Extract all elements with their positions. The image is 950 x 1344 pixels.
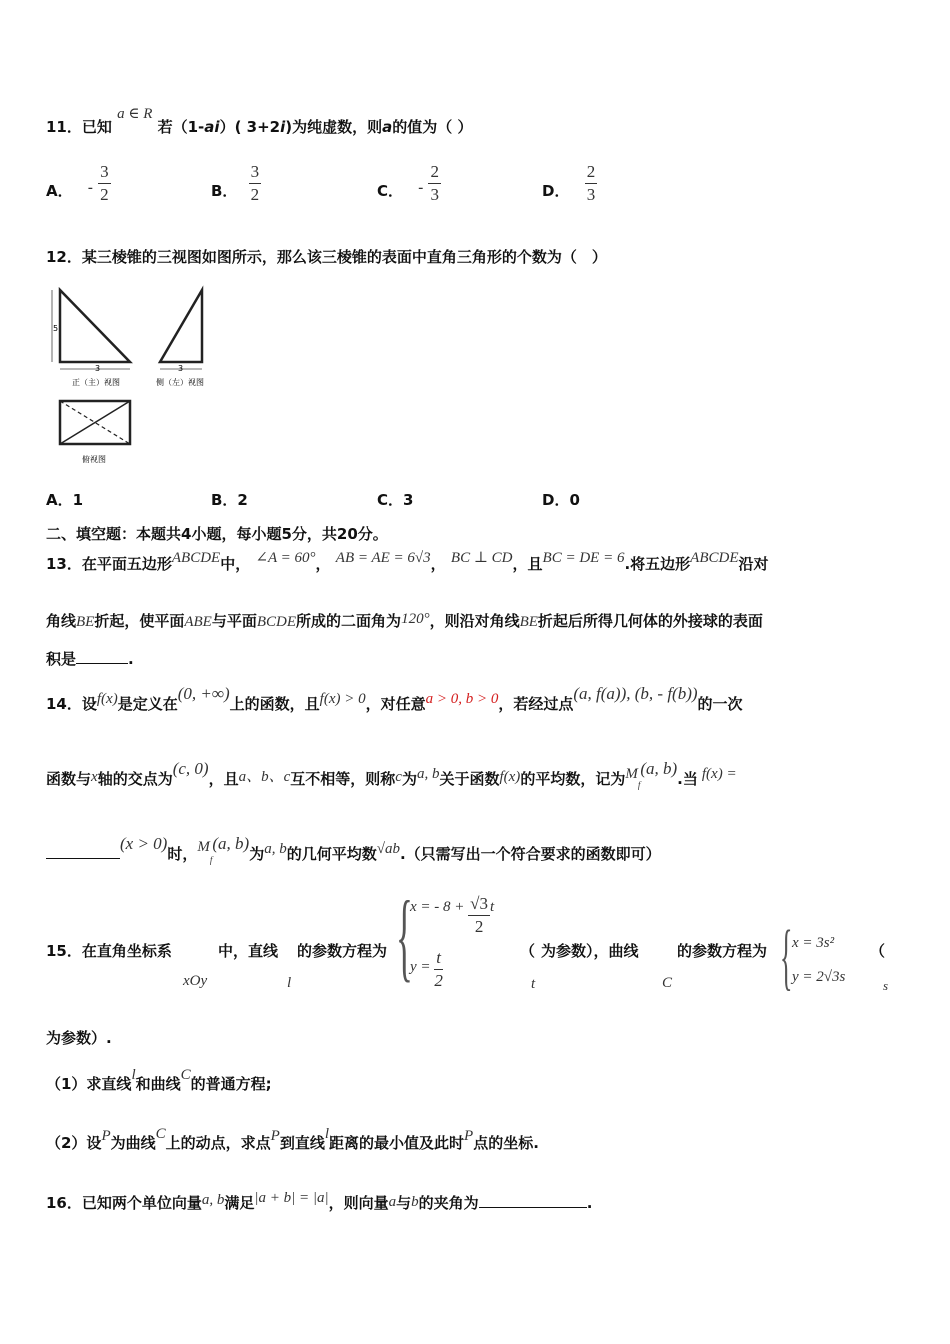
q11-option-b-fraction: $\frac{3}{2}$ (250, 162, 260, 204)
q15-curve-eq1: x = 3s² (792, 935, 835, 951)
top-view-caption: 俯视图 (82, 455, 106, 464)
q11-option-b: B． $\frac{3}{2}$ (211, 162, 260, 204)
q15-stem-1: 15．在直角坐标系 (46, 942, 172, 960)
q12-option-c: C．3 (377, 491, 414, 509)
q16-stem: 16．已知两个单位向量a, b满足|a + b| = |a|，则向量a与b的夹角为 . (46, 1190, 593, 1212)
q15-line-l: l (287, 975, 292, 991)
side-view-triangle (160, 290, 202, 362)
front-view-height-label: 5 (53, 324, 59, 333)
q13-line-2: 角线BE折起，使平面ABE与平面BCDE所成的二面角为120°，则沿对角线BE折起后所得几何体的外接球的表面 (46, 611, 763, 630)
q11-option-a: A． - $\frac{3}{2}$ (46, 162, 109, 204)
q11-option-d-fraction: $\frac{2}{3}$ (586, 162, 596, 204)
q16-answer-blank[interactable] (479, 1207, 587, 1208)
q15-xoy: xOy (183, 973, 208, 989)
q14-line-3: (x > 0)时，$M_f(a$, b)为a, b的几何平均数√ab.（只需写出一个符合要求的函数即可） (46, 843, 661, 865)
q15-line-brace: { (396, 880, 413, 991)
q12-stem: 12．某三棱锥的三视图如图所示，那么该三棱锥的表面中直角三角形的个数为（ ） (46, 248, 607, 266)
q15-sub-question-1: （1）求直线l和曲线C的普通方程; (46, 1067, 272, 1093)
q15-curve-c: C (662, 975, 673, 991)
q15-stem-2: 中，直线 (218, 942, 279, 960)
q14-answer-blank[interactable] (46, 858, 120, 859)
q15-stem-8: 为参数）. (46, 1029, 112, 1047)
q13-line-1: 13．在平面五边形ABCDE中， ∠A = 60°， AB = AE = 6√3， BC ⊥ CD，且BC = DE = 6.将五边形ABCDE沿对 (46, 550, 769, 573)
q15-curve-brace: { (780, 916, 793, 998)
q15-param-s: s (883, 978, 889, 993)
q11-condition: a ∈ R (117, 106, 153, 122)
q12-option-a: A．1 (46, 491, 84, 509)
q13-line-3: 积是 . (46, 650, 134, 668)
q15-stem-3: 的参数方程为 (297, 942, 388, 960)
q12-option-d: D．0 (542, 491, 580, 509)
three-view-figure (44, 284, 224, 474)
q13-answer-blank[interactable] (76, 663, 128, 664)
side-view-caption: 侧（左）视图 (156, 378, 204, 387)
q14-line-1: 14．设f(x)是定义在(0, +∞)上的函数，且f(x) > 0，对任意a > 0, b > 0，若经过点(a, f(a)), (b, - f(b))的一次 (46, 684, 743, 713)
q11-option-d: D． $\frac{2}{3}$ (542, 162, 596, 204)
q11-option-c: C． - $\frac{2}{3}$ (377, 162, 439, 204)
side-view-width-label: 3 (178, 364, 184, 373)
q15-line-eq2: y = $\frac{t}{2}$ (410, 948, 443, 990)
q11-stem: 11．已知 a ∈ R 若（1-ai）( 3+2i)为纯虚数，则a的值为（ ） (46, 106, 473, 136)
section-2-heading: 二、填空题：本题共4小题，每小题5分，共20分。 (46, 525, 388, 543)
q14-line-2: 函数与x轴的交点为(c, 0)，且a、b、c互不相等，则称c为a, b关于函数f(x)的平均数，记为$M_f(a$, b).当 f(x) = (46, 759, 737, 790)
q15-sub-question-2: （2）设P为曲线C上的动点，求点P到直线l距离的最小值及此时P点的坐标. (46, 1126, 539, 1152)
q11-option-c-fraction: $\frac{2}{3}$ (430, 162, 439, 204)
front-view-triangle (60, 290, 130, 362)
q15-curve-eq2: y = 2√3s (792, 969, 846, 985)
front-view-caption: 正（主）视图 (72, 378, 120, 387)
q15-stem-4: （ (520, 942, 536, 960)
q15-stem-7: （ (870, 942, 886, 960)
q11-option-a-fraction: $\frac{3}{2}$ (100, 162, 109, 204)
q15-stem-5: 为参数），曲线 (541, 942, 639, 960)
q15-param-t: t (531, 976, 536, 992)
q15-line-eq1: x = - 8 + $\frac{√3}{2}$ t (410, 894, 495, 936)
front-view-width-label: 3 (95, 364, 101, 373)
top-view-diagonal (60, 401, 130, 444)
q15-stem-6: 的参数方程为 (677, 942, 768, 960)
q12-option-b: B．2 (211, 491, 248, 509)
